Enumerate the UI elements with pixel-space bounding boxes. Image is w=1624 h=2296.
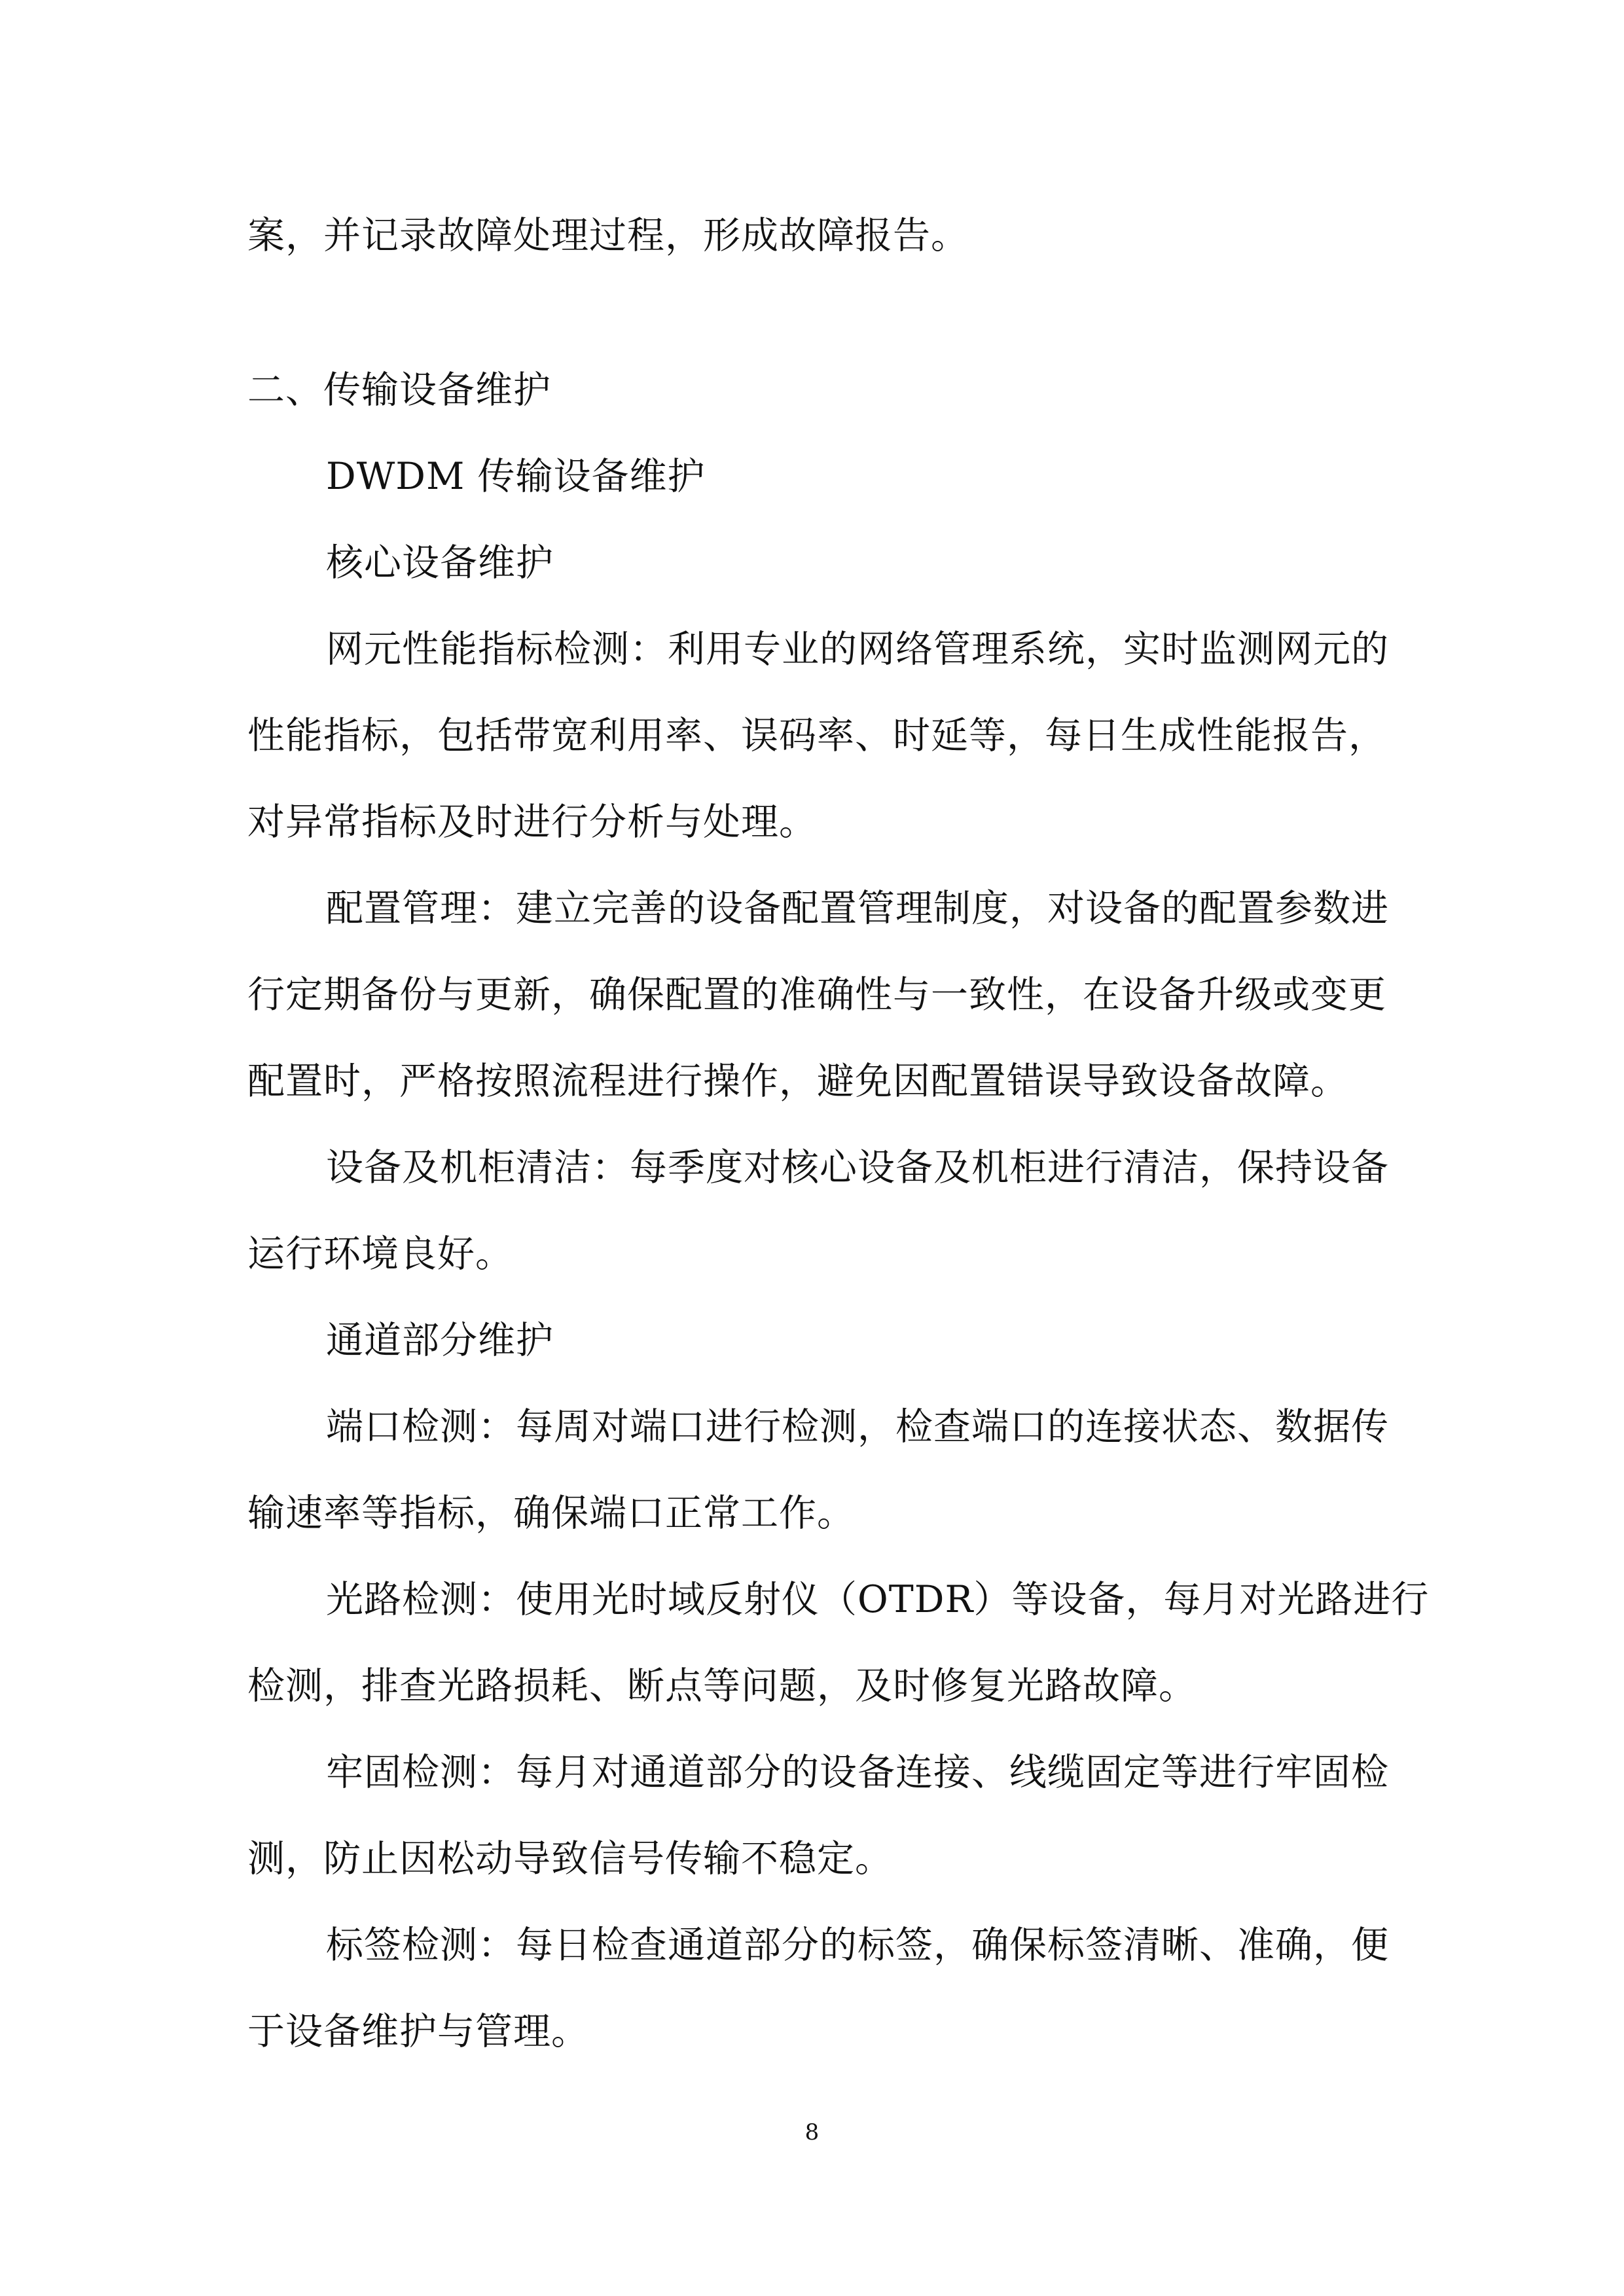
paragraph-line: 网元性能指标检测：利用专业的网络管理系统，实时监测网元的 xyxy=(326,628,1389,671)
subsection-heading: 核心设备维护 xyxy=(326,541,554,584)
paragraph-line: 输速率等指标，确保端口正常工作。 xyxy=(247,1492,855,1535)
paragraph-line: 标签检测：每日检查通道部分的标签，确保标签清晰、准确，便 xyxy=(326,1924,1389,1967)
paragraph-line: 于设备维护与管理。 xyxy=(247,2010,589,2053)
paragraph-line: 对异常指标及时进行分析与处理。 xyxy=(247,800,817,844)
section-heading: 二、传输设备维护 xyxy=(247,368,551,412)
paragraph-line: 牢固检测：每月对通道部分的设备连接、线缆固定等进行牢固检 xyxy=(326,1751,1389,1794)
paragraph-line: 设备及机柜清洁：每季度对核心设备及机柜进行清洁，保持设备 xyxy=(326,1146,1389,1189)
paragraph-line: 测，防止因松动导致信号传输不稳定。 xyxy=(247,1837,893,1880)
subsection-heading: DWDM 传输设备维护 xyxy=(326,455,706,498)
paragraph-line: 端口检测：每周对端口进行检测，检查端口的连接状态、数据传 xyxy=(326,1405,1389,1448)
paragraph-line: 案，并记录故障处理过程，形成故障报告。 xyxy=(247,214,969,257)
paragraph-line: 配置时，严格按照流程进行操作，避免因配置错误导致设备故障。 xyxy=(247,1060,1348,1103)
paragraph-line: 性能指标，包括带宽利用率、误码率、时延等，每日生成性能报告， xyxy=(247,714,1386,757)
subsection-heading: 通道部分维护 xyxy=(326,1319,554,1362)
paragraph-line: 运行环境良好。 xyxy=(247,1232,513,1276)
paragraph-line: 配置管理：建立完善的设备配置管理制度，对设备的配置参数进 xyxy=(326,887,1389,930)
page-number: 8 xyxy=(804,2119,820,2145)
paragraph-line: 行定期备份与更新，确保配置的准确性与一致性，在设备升级或变更 xyxy=(247,973,1386,1016)
paragraph-line: 检测，排查光路损耗、断点等问题，及时修复光路故障。 xyxy=(247,1664,1197,1708)
paragraph-line: 光路检测：使用光时域反射仪（OTDR）等设备，每月对光路进行 xyxy=(326,1578,1430,1621)
